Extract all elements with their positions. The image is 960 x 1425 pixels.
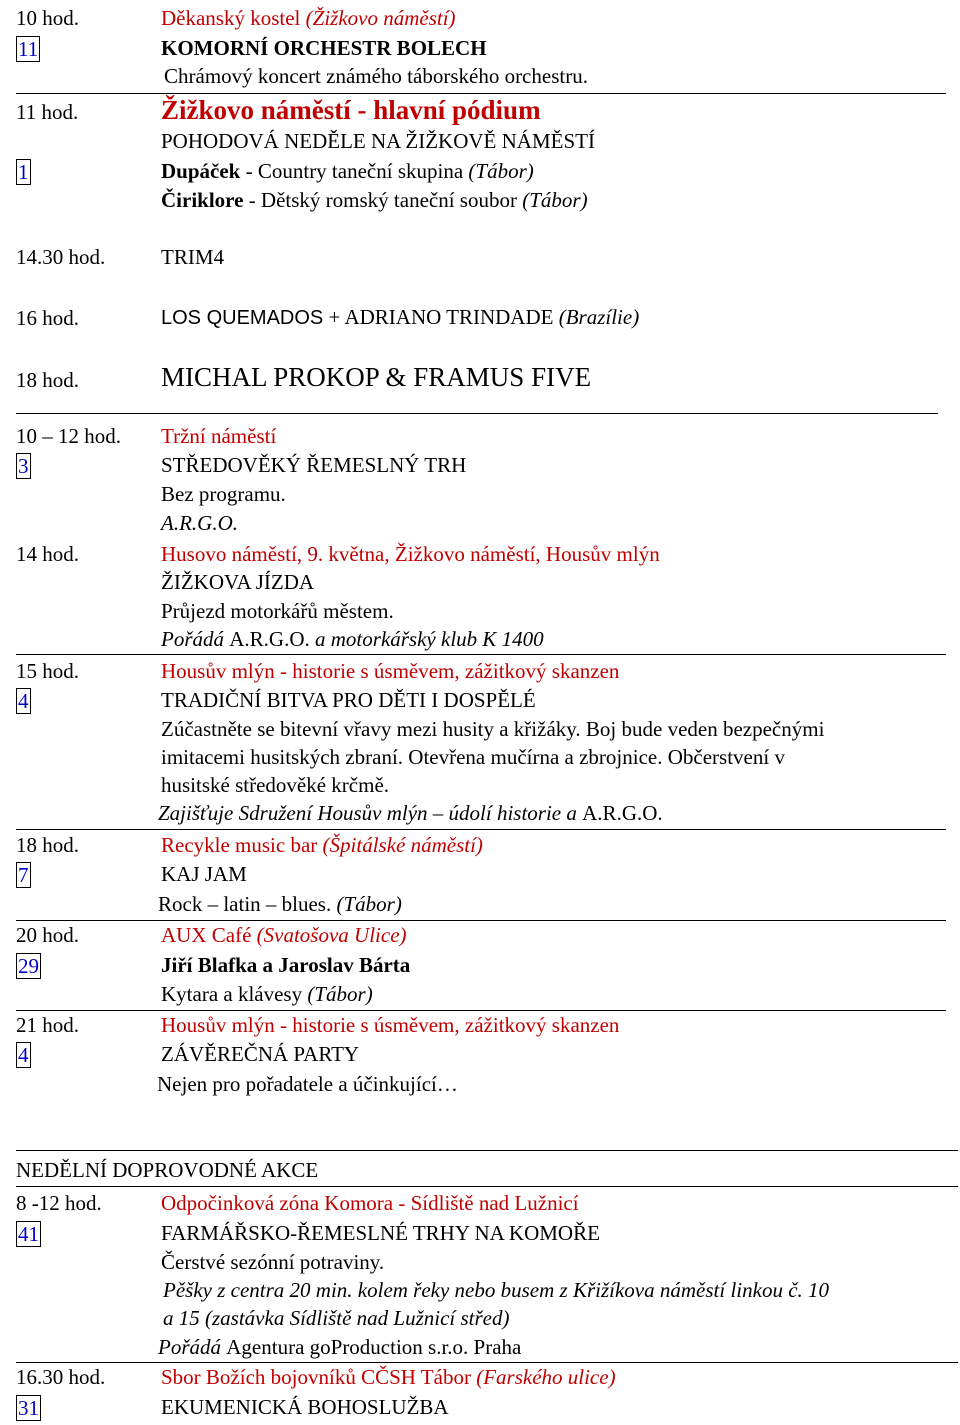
map-number-badge: 41	[18, 1222, 39, 1246]
venue-heading: AUX Café (Svatošova Ulice)	[161, 923, 407, 947]
event-title: FARMÁŘSKO-ŘEMESLNÉ TRHY NA KOMOŘE	[161, 1221, 600, 1245]
event-description: Průjezd motorkářů městem.	[161, 599, 394, 623]
time-label: 15 hod.	[16, 659, 79, 683]
map-number-badge: 31	[18, 1396, 39, 1420]
venue-heading: Žižkovo náměstí - hlavní pódium	[161, 95, 541, 125]
performer-line: Čiriklore - Dětský romský taneční soubor (Tábor)	[161, 188, 588, 212]
divider	[16, 413, 938, 414]
time-label: 16 hod.	[16, 306, 79, 330]
map-number-badge: 1	[18, 160, 29, 184]
time-label: 10 hod.	[16, 6, 79, 30]
performer-line: Dupáček - Country taneční skupina (Tábor)	[161, 159, 534, 183]
event-title: TRIM4	[161, 245, 224, 269]
directions-note: a 15 (zastávka Sídliště nad Lužnicí střed)	[163, 1306, 510, 1330]
event-title: TRADIČNÍ BITVA PRO DĚTI I DOSPĚLÉ	[161, 688, 536, 712]
event-title: STŘEDOVĚKÝ ŘEMESLNÝ TRH	[161, 453, 467, 477]
divider	[16, 829, 946, 830]
event-title: EKUMENICKÁ BOHOSLUŽBA	[161, 1395, 449, 1419]
venue-heading: Odpočinková zóna Komora - Sídliště nad Lužnicí	[161, 1191, 579, 1215]
event-title: LOS QUEMADOS + ADRIANO TRINDADE (Brazílie)	[161, 305, 640, 329]
organizer-line: Pořádá Agentura goProduction s.r.o. Praha	[158, 1335, 522, 1359]
event-description: Nejen pro pořadatele a účinkující…	[157, 1072, 458, 1096]
time-label: 11 hod.	[16, 100, 79, 124]
event-description: imitacemi husitských zbraní. Otevřena mučírna a zbrojnice. Občerstvení v	[161, 745, 785, 769]
venue-heading: Tržní náměstí	[161, 424, 277, 448]
map-number-badge: 7	[18, 863, 29, 887]
event-title: MICHAL PROKOP & FRAMUS FIVE	[161, 362, 592, 392]
venue-heading: Recykle music bar (Špitálské náměstí)	[161, 833, 483, 857]
time-label: 14 hod.	[16, 542, 79, 566]
time-label: 21 hod.	[16, 1013, 79, 1037]
time-label: 18 hod.	[16, 368, 79, 392]
event-description: Kytara a klávesy (Tábor)	[161, 982, 373, 1006]
time-label: 10 – 12 hod.	[16, 424, 121, 448]
time-label: 16.30 hod.	[16, 1365, 106, 1389]
map-number-badge: 4	[18, 689, 29, 713]
map-number-badge: 4	[18, 1043, 29, 1067]
divider	[16, 1362, 958, 1363]
event-title: KAJ JAM	[161, 862, 247, 886]
venue-heading: Housův mlýn - historie s úsměvem, zážitkový skanzen	[161, 1013, 620, 1037]
time-label: 14.30 hod.	[16, 245, 106, 269]
time-label: 18 hod.	[16, 833, 79, 857]
event-description: Rock – latin – blues. (Tábor)	[158, 892, 402, 916]
organizer-line: Zajišťuje Sdružení Housův mlýn – údolí historie a A.R.G.O.	[158, 801, 663, 825]
map-number-badge: 29	[18, 954, 39, 978]
venue-heading: Husovo náměstí, 9. května, Žižkovo náměstí, Housův mlýn	[161, 542, 660, 566]
event-title: ŽIŽKOVA JÍZDA	[161, 570, 315, 594]
map-number-badge: 11	[18, 37, 39, 61]
divider	[16, 93, 946, 94]
event-title: KOMORNÍ ORCHESTR BOLECH	[161, 36, 487, 60]
organizer-line: A.R.G.O.	[161, 511, 238, 535]
divider	[16, 1150, 958, 1151]
event-description: Zúčastněte se bitevní vřavy mezi husity a křižáky. Boj bude veden bezpečnými	[161, 717, 825, 741]
time-label: 8 -12 hod.	[16, 1191, 102, 1215]
divider	[16, 1010, 946, 1011]
venue-heading: Housův mlýn - historie s úsměvem, zážitkový skanzen	[161, 659, 620, 683]
event-title: POHODOVÁ NEDĚLE NA ŽIŽKOVĚ NÁMĚSTÍ	[161, 129, 595, 153]
map-number-badge: 3	[18, 454, 29, 478]
venue-heading: Sbor Božích bojovníků CČSH Tábor (Farského ulice)	[161, 1365, 616, 1389]
divider	[16, 920, 946, 921]
time-label: 20 hod.	[16, 923, 79, 947]
event-description: Chrámový koncert známého táborského orchestru.	[164, 64, 588, 88]
divider	[16, 654, 946, 655]
section-heading: NEDĚLNÍ DOPROVODNÉ AKCE	[16, 1158, 319, 1182]
event-description: husitské středověké krčmě.	[161, 773, 390, 797]
event-description: Bez programu.	[161, 482, 286, 506]
venue-heading: Děkanský kostel (Žižkovo náměstí)	[161, 6, 456, 30]
event-title: Jiří Blafka a Jaroslav Bárta	[161, 953, 411, 977]
event-title: ZÁVĚREČNÁ PARTY	[161, 1042, 360, 1066]
organizer-line: Pořádá A.R.G.O. a motorkářský klub K 1400	[161, 627, 544, 651]
directions-note: Pěšky z centra 20 min. kolem řeky nebo busem z Křižíkova náměstí linkou č. 10	[163, 1278, 830, 1302]
event-description: Čerstvé sezónní potraviny.	[161, 1250, 385, 1274]
divider	[16, 1186, 958, 1187]
